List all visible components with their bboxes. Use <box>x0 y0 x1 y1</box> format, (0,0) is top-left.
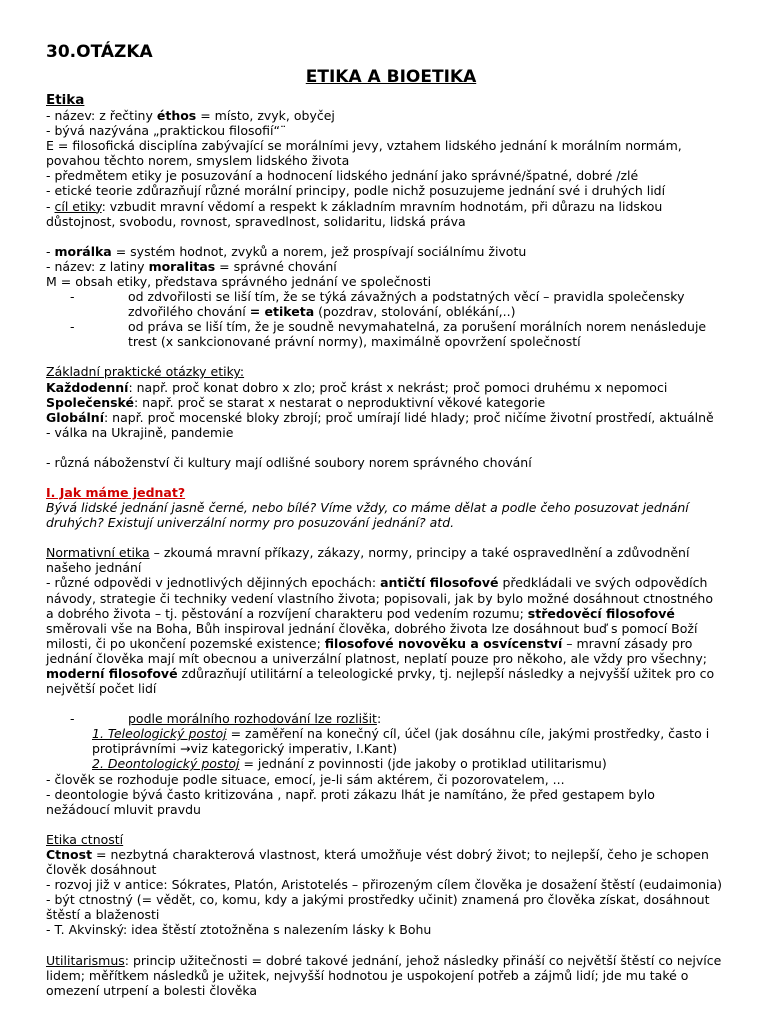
jak-jednat-question: Bývá lidské jednání jasně černé, nebo bílé? Víme vždy, co máme dělat a podle čeho posuzovat jednání druhých? Existují univerzální normy pro posuzování jednání? atd. <box>46 500 689 531</box>
section-heading-etika: Etika <box>46 92 85 108</box>
virtue-antiquity: - rozvoj již v antice: Sókrates, Platón, Aristotelés – přirozeným cílem člověka je dosažení štěstí (eudaimonia) <box>46 877 723 893</box>
moralka-name: - název: z latiny moralitas = správné chování <box>46 258 337 274</box>
questions-social: Společenské: např. proč se starat x nestarat o neproduktivní věkové kategorie <box>46 394 546 410</box>
questions-everyday: Každodenní: např. proč konat dobro x zlo; proč krást x nekrást; proč pomoci druhému x nepomoci <box>46 379 668 395</box>
etika-goal: - cíl etiky: vzbudit mravní vědomí a respekt k základním mravním hodnotám, při důrazu na lidskou důstojnost, svobodu, rovnost, spravedlnost, solidaritu, lidská práva <box>46 198 663 229</box>
list-item: - od práva se liší tím, že je soudně nevymahatelná, za porušení morálních norem nenásleduje trest (x sankcionované právní normy), maximálně opovržení společností <box>70 319 707 350</box>
question-number: 30.OTÁZKA <box>46 42 153 62</box>
list-item: - od zdvořilosti se liší tím, že se týká závažných a podstatných věcí – pravidla společensky zdvořilého chování = etiketa (pozdrav, stolování, oblékání,..) <box>70 289 685 320</box>
religions-line: - různá náboženství či kultury mají odlišné soubory norem správného chování <box>46 454 532 470</box>
deontological-stance: 2. Deontologický postoj = jednání z povinnosti (jde jakoby o protiklad utilitarismu) <box>92 756 607 772</box>
questions-global: Globální: např. proč mocenské bloky zbrojí; proč umírají lidé hlady; proč ničíme životní prostředí, aktuálně - válka na Ukrajině, pandemie <box>46 409 714 440</box>
teleological-stance: 1. Teleologický postoj = zaměření na konečný cíl, účel (jak dosáhnu cíle, jakými prostředky, často i protiprávními →viz kategorický imperativ, I.Kant) <box>92 726 710 757</box>
stance-situation: - člověk se rozhoduje podle situace, emocí, je-li sám aktérem, či pozorovatelem, ... <box>46 771 565 787</box>
etika-definition: E = filosofická disciplína zabývající se morálními jevy, vztahem lidského jednání k morálním normám, povahou těchto norem, smyslem lidského života <box>46 138 682 169</box>
questions-heading: Základní praktické otázky etiky: <box>46 364 245 380</box>
etika-line-name: - název: z řečtiny éthos = místo, zvyk, obyčej <box>46 108 335 123</box>
normative-ethics-definition: Normativní etika – zkoumá mravní příkazy, zákazy, normy, principy a také ospravedlnění a zdůvodnění našeho jednání <box>46 545 690 576</box>
etika-theories: - etické teorie zdůrazňují různé morální principy, podle nichž posuzujeme jednání své i druhých lidí <box>46 183 666 199</box>
document-title: ETIKA A BIOETIKA <box>305 67 477 87</box>
moralka-definition: - morálka = systém hodnot, zvyků a norem, jež prospívají sociálnímu životu <box>46 243 527 259</box>
normative-ethics-epochs: - různé odpovědi v jednotlivých dějinných epochách: antičtí filosofové předkládali ve svých odpovědích návody, strategie či techniky vedení vlastního života; popisovali, jak by bylo možné dosáhnout ctnostného a dobrého života – tj. pěstování a rozvíjení charakteru pod vedením rozumu; středověcí filosofové směrovali vše na Boha, Bůh inspiroval jednání člověka, dobrého života lze dosáhnout buď s pomocí Boží milosti, či po ukončení pozemské existence; filosofové novověku a osvícenství – mravní zásady pro jednání člověka mají mít obecnou a univerzální platnost, neplatí pouze pro někoho, ale vždy pro všechny; moderní filosofové zdůrazňují utilitární a teleologické prvky, tj. nejlepší následky a nejvyšší užitek pro co největší počet lidí <box>46 575 715 697</box>
etika-line-called: - bývá nazývána „praktickou filosofií“¨ <box>46 123 287 139</box>
etika-subject: - předmětem etiky je posuzování a hodnocení lidského jednání jako správné/špatné, dobré /zlé <box>46 168 639 184</box>
stance-deontology-critique: - deontologie bývá často kritizována , např. proti zákazu lhát je namítáno, že před gestapem bylo nežádoucí mluvit pravdu <box>46 786 655 817</box>
virtue-aquinas: - T. Akvinský: idea štěstí ztotožněna s nalezením lásky k Bohu <box>46 922 432 938</box>
section-heading-jak-jednat: I. Jak máme jednat? <box>46 484 186 500</box>
moralka-content: M = obsah etiky, představa správného jednání ve společnosti <box>46 273 432 289</box>
virtue-ethics-heading: Etika ctností <box>46 831 124 847</box>
virtue-definition: Ctnost = nezbytná charakterová vlastnost, která umožňuje vést dobrý život; to nejlepší, čeho je schopen člověk dosáhnout <box>46 846 709 878</box>
virtue-being: - být ctnostný (= vědět, co, komu, kdy a jakými prostředky učinit) znamená pro člověka získat, dosáhnout štěstí a blaženosti <box>46 892 710 923</box>
utilitarianism-definition: Utilitarismus: princip užitečnosti = dobré takové jednání, jehož následky přináší co největší štěstí co nejvíce lidem; měřítkem následků je užitek, nejvyšší hodnotou je uspokojení potřeb a zájmů lidí; jde mu také o omezení utrpení a bolesti člověka <box>46 952 722 998</box>
list-item: - podle morálního rozhodování lze rozlišit: <box>70 711 382 727</box>
